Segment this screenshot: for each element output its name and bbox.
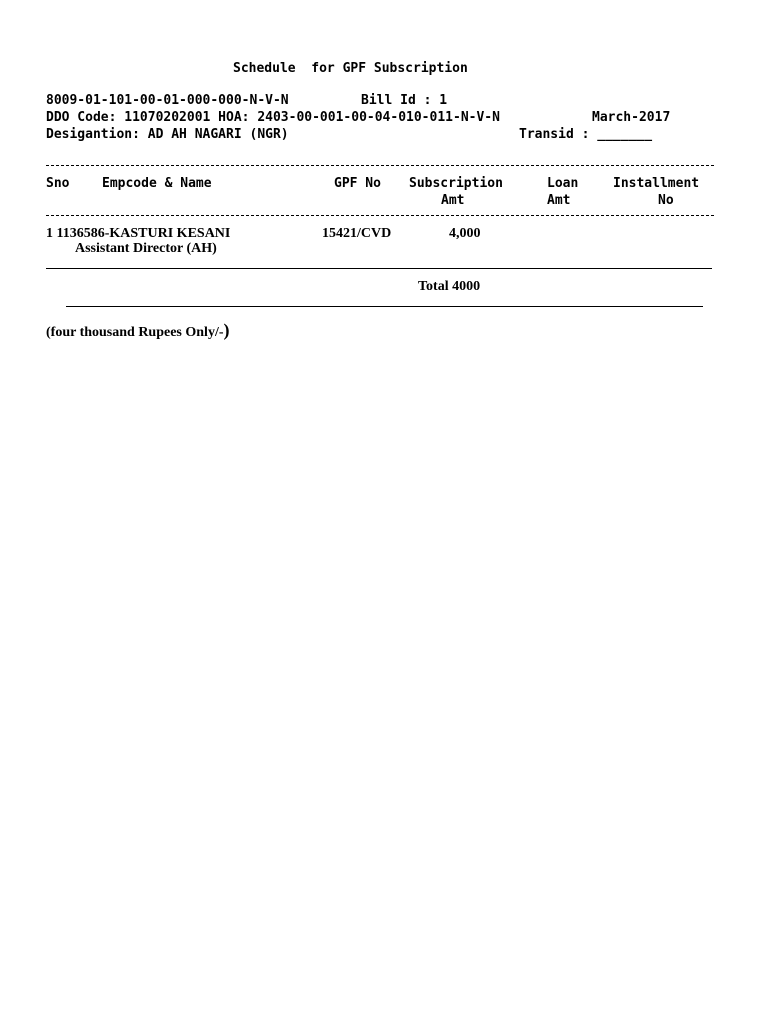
total-amount: Total 4000 (418, 279, 481, 294)
header-bottom-rule (46, 215, 714, 216)
ddo-code-line: DDO Code: 11070202001 HOA: 2403-00-001-00-04-010-011-N-V-N (46, 110, 500, 125)
table-row-gpf-no: 15421/CVD (322, 226, 392, 241)
col-gpf-no: GPF No (334, 176, 381, 191)
account-head: 8009-01-101-00-01-000-000-N-V-N (46, 93, 289, 108)
table-row-sno-emp: 1 1136586-KASTURI KESANI (46, 226, 231, 241)
col-installment: Installment (613, 176, 700, 191)
transid-label: Transid : _______ (519, 127, 653, 142)
month-label: March-2017 (592, 110, 671, 125)
header-top-rule (46, 165, 714, 166)
col-empcode-name: Empcode & Name (102, 176, 212, 191)
col-loan: Loan (547, 176, 579, 191)
page-title: Schedule for GPF Subscription (233, 61, 468, 76)
designation-line: Desigantion: AD AH NAGARI (NGR) (46, 127, 289, 142)
col-subscription-amt: Amt (441, 193, 465, 208)
col-subscription: Subscription (409, 176, 503, 191)
amount-in-words-text: (four thousand Rupees Only/- (46, 325, 224, 340)
table-row-subscription: 4,000 (449, 226, 481, 241)
row-bottom-rule (46, 268, 712, 269)
total-bottom-rule (66, 306, 703, 307)
col-sno: Sno (46, 176, 70, 191)
amount-in-words (46, 322, 230, 341)
table-row-designation: Assistant Director (AH) (75, 241, 217, 256)
col-loan-amt: Amt (547, 193, 571, 208)
amount-in-words-close: ) (223, 320, 230, 340)
col-installment-no: No (658, 193, 674, 208)
bill-id: Bill Id : 1 (361, 93, 448, 108)
